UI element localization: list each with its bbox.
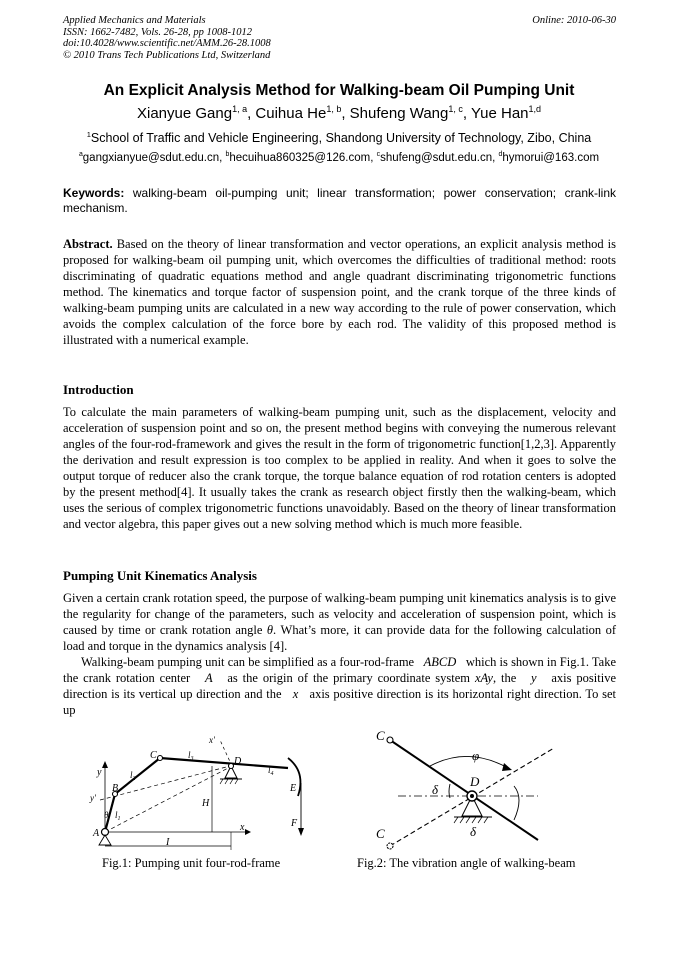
introduction-text: To calculate the main parameters of walking-beam pumping unit, such as the displacement, velocity and acceleration of suspension point and so on, the present method begins with conveying the numerous relevant angles of the four-rod-framework and gives the result in the form of trigonometric function[1,2,3]. Apparently the derivation and result expression is too complex to be applied in reality. And when it goes to solve the output torque of reducer also the crank torque, the torque balance equation of rod rotation centers is adopted by the present method[4]. It usually takes the crank as research object firstly then the walking-beam, which uses the serious of complex trigonometric functions unavoidably. Based on the theory of linear transformation and vector algebra, this paper gives out a new solving method which is much more feasible. <box>63 405 616 531</box>
keywords-label: Keywords: <box>63 186 125 200</box>
label-l4: $l_4$ <box>268 765 274 777</box>
label-l3: $l_3$ <box>188 750 194 762</box>
rod-l2 <box>115 758 160 794</box>
hatch <box>472 817 476 823</box>
hatch <box>460 817 464 823</box>
affiliation-text: School of Traffic and Vehicle Engineering, Shandong University of Technology, Zibo, China <box>90 131 592 146</box>
email-sup: d <box>498 151 503 158</box>
joint-c <box>158 756 163 761</box>
figure-1-caption: Fig.1: Pumping unit four-rod-frame <box>102 856 281 870</box>
label-i: I <box>166 837 170 848</box>
figure-1-four-rod-frame <box>60 728 330 856</box>
hatch <box>484 817 488 823</box>
label-y-prime: y' <box>90 793 96 803</box>
label-x: x <box>240 822 245 833</box>
author-list: Xianyue Gang$^{1, a}$, Cuihua He$^{1, b}$, Shufeng Wang$^{1, c}$, Yue Han$^{1,d}$ <box>136 104 542 122</box>
journal-issn: ISSN: 1662-7482, Vols. 26-28, pp 1008-1012 <box>63 26 252 38</box>
figure-2-vibration-angle <box>368 726 598 858</box>
angle-delta-arc-2 <box>514 786 519 820</box>
label-c: C <box>150 750 157 761</box>
email-link[interactable]: hymorui@163.com <box>502 151 600 164</box>
y-axis-arrow <box>102 761 108 768</box>
label-e: E <box>290 783 297 794</box>
figure-2-caption: Fig.2: The vibration angle of walking-beam <box>357 856 576 870</box>
keywords <box>63 186 616 215</box>
online-date: Online: 2010-06-30 <box>532 15 616 26</box>
symbol-y: y <box>531 671 537 685</box>
suspension-arrow <box>298 828 304 836</box>
email-sup: c <box>376 151 381 158</box>
symbol-abcd: ABCD <box>423 655 457 669</box>
kinematics-paragraph-2: Walking-beam pumping unit can be simplified as a four-rod-frame ABCD which is shown in Fig.1. Take the crank rotation center A as the origin of the primary coordinate system xAy, the y axis positive direction is its vertical up direction and the x axis positive direction is its horizontal right direction. To set up <box>63 655 617 717</box>
label-d: D <box>234 756 242 767</box>
author-sup: 1,d <box>528 104 542 114</box>
hatch <box>466 817 470 823</box>
rotated-x-axis <box>105 766 232 832</box>
section-heading-kinematics: Pumping Unit Kinematics Analysis <box>63 568 257 583</box>
author-sup: 1, c <box>448 104 463 114</box>
beam-position-1 <box>390 740 538 840</box>
label-delta-2: δ <box>470 824 477 839</box>
keywords-text: walking-beam oil-pumping unit; linear transformation; power conservation; crank-link mechanism. <box>63 186 616 215</box>
label-c-bottom: C <box>376 826 385 841</box>
label-y: y <box>97 767 102 778</box>
pivot-d-center <box>470 794 474 798</box>
paper-title: An Explicit Analysis Method for Walking-beam Oil Pumping Unit <box>103 82 575 99</box>
email-sup: a <box>78 151 83 158</box>
label-h: H <box>202 798 210 809</box>
label-l2: $l_2$ <box>130 770 136 782</box>
label-phi: φ <box>472 748 480 763</box>
author-sup: 1, b <box>326 104 342 114</box>
journal-name: Applied Mechanics and Materials <box>63 15 206 26</box>
joint-c-1 <box>387 737 393 743</box>
label-a: A <box>93 828 100 839</box>
symbol-a: A <box>204 671 213 685</box>
angle-phi-arrow <box>502 763 512 771</box>
symbol-theta: θ <box>266 623 273 637</box>
label-theta: θ <box>104 810 109 820</box>
abstract-text: Based on the theory of linear transformation and vector operations, an explicit analysis method is proposed for walking-beam oil pumping unit, which overcomes the difficulties of traditional method: roots discriminating of quadratic equations method and angle quadrant discriminating trigonometric functions method. The kinematics and torque factor of suspension point, and the crank torque of the three kinds of walking-beam pumping units are calculated in a new way according to the rule of power conservation, which avoids the complex calculation of the force bore by each rod. The validity of this proposed method is illustrated with a numerical example. <box>63 237 617 347</box>
hatch <box>230 779 233 784</box>
hatch <box>454 817 458 823</box>
hatch <box>235 779 238 784</box>
author-name: Shufeng Wang <box>349 105 449 122</box>
label-x-prime: x' <box>209 735 215 745</box>
author-sup: 1, a <box>232 104 248 114</box>
label-c-top: C <box>376 728 385 743</box>
label-delta-1: δ <box>432 782 439 797</box>
label-l1: $l_1$ <box>115 810 121 822</box>
symbol-x: x <box>292 687 299 701</box>
journal-copyright: © 2010 Trans Tech Publications Ltd, Switzerland <box>63 49 271 61</box>
joint-d <box>229 764 234 769</box>
label-b: B <box>112 783 119 794</box>
author-name: Cuihua He <box>255 105 327 122</box>
symbol-xay: xAy <box>474 671 493 685</box>
email-list: $^a$gangxianyue@sdut.edu.cn, $^b$hecuihua860325@126.com, $^c$shufeng@sdut.edu.cn, $^d$hymorui@163.com <box>78 151 600 164</box>
angle-phi-arc <box>430 756 508 768</box>
email-sup: b <box>225 151 230 158</box>
label-d: D <box>470 774 480 789</box>
affiliation <box>0 130 678 145</box>
journal-header <box>63 15 616 61</box>
abstract-label: Abstract. <box>63 237 113 251</box>
section-heading-introduction: Introduction <box>63 382 134 397</box>
author-name: Xianyue Gang <box>136 105 233 122</box>
email-link[interactable]: hecuihua860325@126.com <box>229 151 371 164</box>
hatch <box>478 817 482 823</box>
label-f: F <box>291 818 298 829</box>
kinematics-text <box>63 590 616 718</box>
rotated-aux-line <box>100 766 230 800</box>
joint-c-2 <box>387 843 393 849</box>
hatch <box>220 779 223 784</box>
affiliation-sup: 1 <box>86 130 91 139</box>
hatch <box>225 779 228 784</box>
kinematics-paragraph-1: Given a certain crank rotation speed, the purpose of walking-beam pumping unit kinematics analysis is to give the regularity for change of the parameters, such as velocity and acceleration of suspension point, which is caused by time or crank rotation angle θ. What’s more, it can provide data for the following calculation of load and torque in the dynamics analysis [4]. <box>63 591 616 653</box>
email-link[interactable]: shufeng@sdut.edu.cn <box>380 151 493 164</box>
x-axis-arrow <box>245 829 251 835</box>
support-a <box>99 835 111 845</box>
journal-doi: doi:10.4028/www.scientific.net/AMM.26-28.1008 <box>63 38 271 49</box>
abstract <box>63 236 616 348</box>
author-name: Yue Han <box>470 105 529 122</box>
email-link[interactable]: gangxianyue@sdut.edu.cn <box>82 151 220 164</box>
angle-delta-arc-1 <box>449 784 450 798</box>
